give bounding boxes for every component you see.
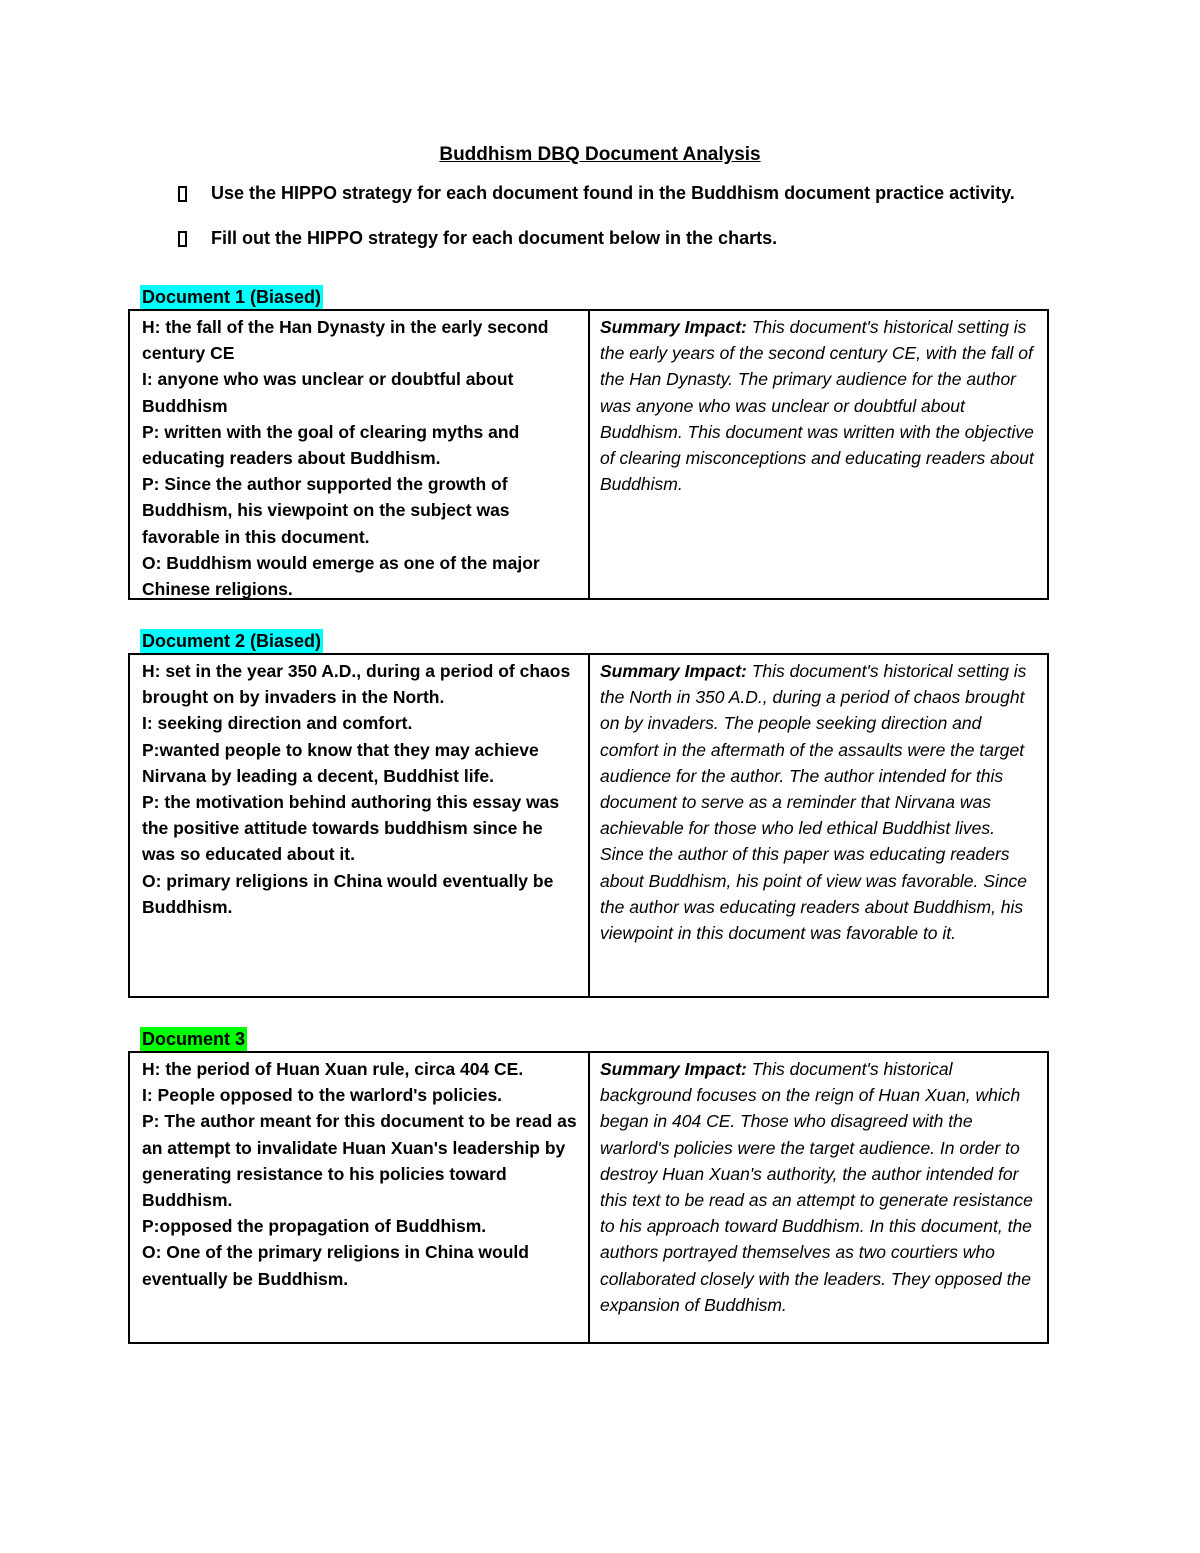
instruction-text: Fill out the HIPPO strategy for each document below in the charts. (211, 228, 778, 248)
summary-label: Summary Impact: (600, 1059, 752, 1079)
hippo-point-of-view: P:opposed the propagation of Buddhism. (142, 1216, 487, 1237)
hippo-cell (130, 311, 590, 598)
hippo-purpose: P:wanted people to know that they may achieve Nirvana by leading a decent, Buddhist life. (142, 739, 539, 786)
summary-cell (590, 311, 1047, 598)
hippo-historical: H: the fall of the Han Dynasty in the early second century CE (142, 317, 549, 364)
summary-cell (590, 655, 1047, 996)
hippo-outside-info: O: primary religions in China would eventually be Buddhism. (142, 870, 554, 917)
document-3-label: Document 3 (142, 1029, 246, 1049)
hippo-intended-audience: I: People opposed to the warlord's policies. (142, 1085, 503, 1106)
document-1-table (128, 309, 1049, 600)
document-2-label: Document 2 (Biased) (142, 631, 322, 651)
instruction-bullet-2 (178, 228, 777, 249)
summary-label: Summary Impact: (600, 317, 752, 337)
hippo-cell (130, 655, 590, 996)
summary-text: This document's historical setting is the early years of the second century CE, with the fall of the Han Dynasty. The primary audience for the author was anyone who was unclear or doubtful about Buddhism. This document was written with the objective of clearing misconceptions and educating readers about Buddhism. (600, 317, 1034, 495)
hippo-historical: H: the period of Huan Xuan rule, circa 404 CE. (142, 1059, 524, 1079)
hippo-intended-audience: I: anyone who was unclear or doubtful about Buddhism (142, 369, 514, 416)
document-3-table (128, 1051, 1049, 1344)
instruction-bullet-1 (178, 183, 1015, 204)
instruction-text: Use the HIPPO strategy for each document found in the Buddhism document practice activity. (211, 183, 1015, 203)
hippo-purpose: P: written with the goal of clearing myths and educating readers about Buddhism. (142, 421, 520, 469)
hippo-outside-info: O: Buddhism would emerge as one of the major Chinese religions. (142, 552, 540, 600)
hippo-outside-info: O: One of the primary religions in China would eventually be Buddhism. (142, 1242, 529, 1289)
page-title: Buddhism DBQ Document Analysis (439, 144, 761, 165)
bullet-box-icon (178, 186, 187, 202)
hippo-point-of-view: P: the motivation behind authoring this essay was the positive attitude towards buddhism since he was so educated about it. (142, 792, 560, 865)
hippo-historical: H: set in the year 350 A.D., during a period of chaos brought on by invaders in the North. (142, 661, 571, 708)
bullet-box-icon (178, 231, 187, 247)
document-1-label: Document 1 (Biased) (142, 287, 322, 307)
summary-text: This document's historical setting is the North in 350 A.D., during a period of chaos brought on by invaders. The people seeking direction and comfort in the aftermath of the assaults were the target audience for the author. The author intended for this document to serve as a reminder that Nirvana was achievable for those who led ethical Buddhist lives. Since the author of this paper was educating readers about Buddhism, his point of view was favorable. Since the author was educating readers about Buddhism, his viewpoint in this document was favorable to it. (600, 661, 1028, 944)
hippo-point-of-view: P: Since the author supported the growth of Buddhism, his viewpoint on the subject was favorable in this document. (142, 474, 510, 547)
summary-text: This document's historical background focuses on the reign of Huan Xuan, which began in 404 CE. Those who disagreed with the warlord's policies were the target audience. In order to destroy Huan Xuan's authority, the author intended for this text to be read as an attempt to generate resistance to his approach toward Buddhism. In this document, the authors portrayed themselves as two courtiers who collaborated closely with the leaders. They opposed the expansion of Buddhism. (600, 1059, 1033, 1315)
summary-label: Summary Impact: (600, 661, 752, 681)
summary-cell (590, 1053, 1047, 1342)
document-2-table (128, 653, 1049, 998)
hippo-intended-audience: I: seeking direction and comfort. (142, 713, 413, 734)
hippo-purpose: P: The author meant for this document to be read as an attempt to invalidate Huan Xuan's leadership by generating resistance to his policies toward Buddhism. (142, 1111, 577, 1211)
hippo-cell (130, 1053, 590, 1342)
